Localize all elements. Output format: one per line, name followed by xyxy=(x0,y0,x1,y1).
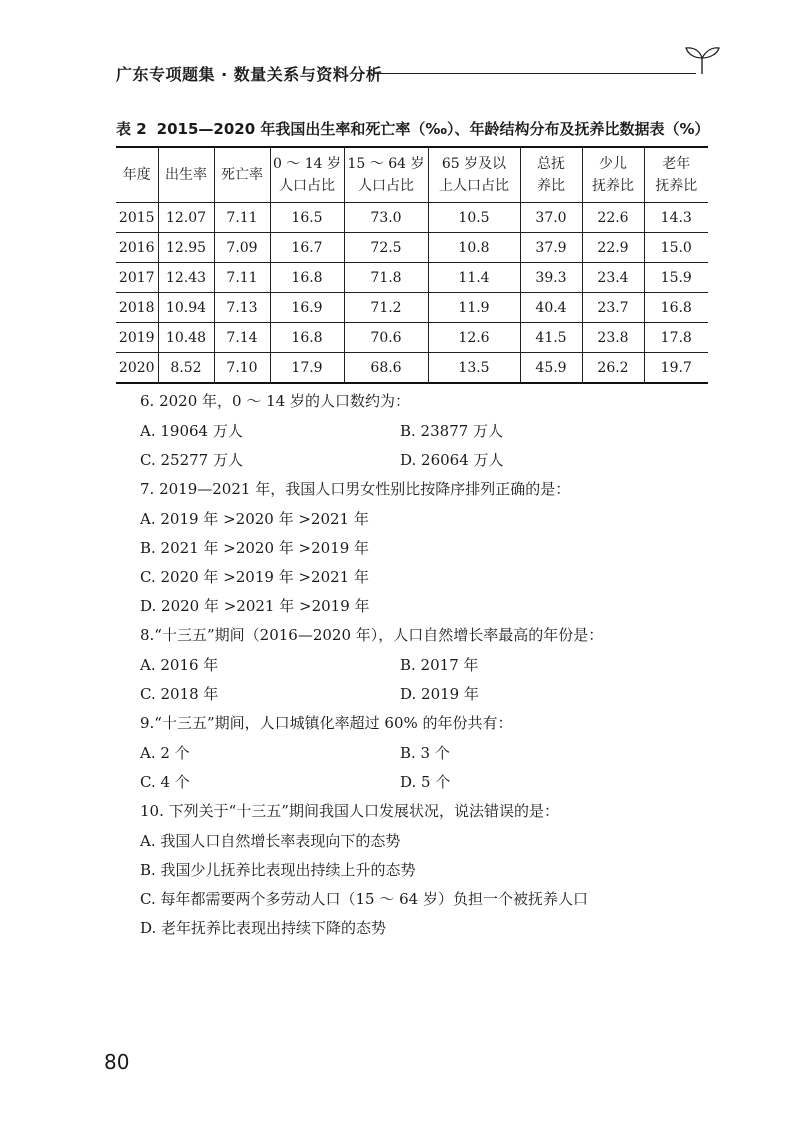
table-cell: 17.9 xyxy=(270,353,344,384)
answer-option[interactable]: C. 25277 万人 xyxy=(140,451,243,469)
table-title: 2015—2020 年我国出生率和死亡率（‰）、年龄结构分布及抚养比数据表（%） xyxy=(156,120,710,138)
answer-option[interactable]: C. 2018 年 xyxy=(140,685,219,703)
answer-option[interactable]: B. 23877 万人 xyxy=(400,422,504,440)
table-header-row xyxy=(116,147,708,203)
answer-option[interactable]: D. 2020 年 >2021 年 >2019 年 xyxy=(140,597,370,615)
year-cell: 2015 xyxy=(116,203,158,233)
page-number: 80 xyxy=(104,1050,130,1074)
table-cell: 23.8 xyxy=(582,323,644,353)
table-cell: 10.48 xyxy=(158,323,214,353)
table-cell: 13.5 xyxy=(428,353,520,384)
year-cell: 2018 xyxy=(116,293,158,323)
table-cell: 39.3 xyxy=(520,263,582,293)
column-header: 总抚 养比 xyxy=(520,147,582,203)
column-header: 少儿 抚养比 xyxy=(582,147,644,203)
answer-option[interactable]: D. 5 个 xyxy=(400,773,451,791)
table-row xyxy=(116,323,708,353)
column-header: 死亡率 xyxy=(214,147,270,203)
answer-option[interactable]: C. 4 个 xyxy=(140,773,190,791)
table-cell: 19.7 xyxy=(644,353,708,384)
table-cell: 14.3 xyxy=(644,203,708,233)
table-cell: 15.9 xyxy=(644,263,708,293)
sprout-icon xyxy=(682,38,722,78)
answer-option[interactable]: D. 26064 万人 xyxy=(400,451,504,469)
table-cell: 23.4 xyxy=(582,263,644,293)
table-cell: 37.9 xyxy=(520,233,582,263)
table-cell: 26.2 xyxy=(582,353,644,384)
table-cell: 16.5 xyxy=(270,203,344,233)
answer-option[interactable]: C. 每年都需要两个多劳动人口（15 ～ 64 岁）负担一个被抚养人口 xyxy=(140,890,588,908)
table-cell: 22.9 xyxy=(582,233,644,263)
header-rule xyxy=(374,73,696,74)
table-cell: 70.6 xyxy=(344,323,428,353)
table-cell: 68.6 xyxy=(344,353,428,384)
statistics-table xyxy=(116,146,708,384)
year-cell: 2020 xyxy=(116,353,158,384)
table-cell: 40.4 xyxy=(520,293,582,323)
table-cell: 10.94 xyxy=(158,293,214,323)
answer-option[interactable]: A. 2016 年 xyxy=(140,656,219,674)
table-cell: 16.9 xyxy=(270,293,344,323)
question-stem: 9.“十三五”期间，人口城镇化率超过 60% 的年份共有： xyxy=(140,714,513,732)
year-cell: 2017 xyxy=(116,263,158,293)
answer-option[interactable]: C. 2020 年 >2019 年 >2021 年 xyxy=(140,568,369,586)
table-cell: 12.6 xyxy=(428,323,520,353)
table-caption xyxy=(116,118,710,139)
book-title: 广东专项题集 · 数量关系与资料分析 xyxy=(116,65,383,84)
answer-option[interactable]: B. 我国少儿抚养比表现出持续上升的态势 xyxy=(140,861,416,879)
table-cell: 7.10 xyxy=(214,353,270,384)
table-row xyxy=(116,233,708,263)
column-header: 出生率 xyxy=(158,147,214,203)
question-stem: 7. 2019—2021 年，我国人口男女性别比按降序排列正确的是： xyxy=(140,480,571,498)
answer-option[interactable]: B. 3 个 xyxy=(400,744,450,762)
table-cell: 11.9 xyxy=(428,293,520,323)
column-header: 15 ～ 64 岁 人口占比 xyxy=(344,147,428,203)
table-cell: 7.11 xyxy=(214,263,270,293)
table-cell: 37.0 xyxy=(520,203,582,233)
column-header: 0 ～ 14 岁 人口占比 xyxy=(270,147,344,203)
table-cell: 17.8 xyxy=(644,323,708,353)
table-cell: 10.8 xyxy=(428,233,520,263)
table-row xyxy=(116,203,708,233)
column-header: 老年 抚养比 xyxy=(644,147,708,203)
table-cell: 22.6 xyxy=(582,203,644,233)
table-cell: 11.4 xyxy=(428,263,520,293)
table-cell: 45.9 xyxy=(520,353,582,384)
table-cell: 23.7 xyxy=(582,293,644,323)
table-cell: 16.8 xyxy=(644,293,708,323)
table-cell: 15.0 xyxy=(644,233,708,263)
table-cell: 12.43 xyxy=(158,263,214,293)
table-cell: 7.09 xyxy=(214,233,270,263)
question-stem: 10. 下列关于“十三五”期间我国人口发展状况，说法错误的是： xyxy=(140,802,559,820)
answer-option[interactable]: A. 19064 万人 xyxy=(140,422,243,440)
answer-option[interactable]: D. 老年抚养比表现出持续下降的态势 xyxy=(140,919,387,937)
table-row xyxy=(116,353,708,384)
column-header: 年度 xyxy=(116,147,158,203)
answer-option[interactable]: A. 2019 年 >2020 年 >2021 年 xyxy=(140,510,369,528)
table-label: 表 2 xyxy=(116,120,147,138)
table-row xyxy=(116,293,708,323)
answer-option[interactable]: B. 2017 年 xyxy=(400,656,479,674)
table-cell: 10.5 xyxy=(428,203,520,233)
table-cell: 7.14 xyxy=(214,323,270,353)
table-cell: 73.0 xyxy=(344,203,428,233)
table-cell: 16.8 xyxy=(270,323,344,353)
answer-option[interactable]: A. 我国人口自然增长率表现向下的态势 xyxy=(140,832,401,850)
table-cell: 71.2 xyxy=(344,293,428,323)
answer-option[interactable]: D. 2019 年 xyxy=(400,685,479,703)
table-cell: 41.5 xyxy=(520,323,582,353)
table-cell: 12.95 xyxy=(158,233,214,263)
year-cell: 2016 xyxy=(116,233,158,263)
question-stem: 8.“十三五”期间（2016—2020 年），人口自然增长率最高的年份是： xyxy=(140,626,604,644)
table-cell: 7.13 xyxy=(214,293,270,323)
table-cell: 16.7 xyxy=(270,233,344,263)
table-cell: 72.5 xyxy=(344,233,428,263)
question-stem: 6. 2020 年，0 ～ 14 岁的人口数约为： xyxy=(140,392,410,410)
answer-option[interactable]: B. 2021 年 >2020 年 >2019 年 xyxy=(140,539,370,557)
table-cell: 12.07 xyxy=(158,203,214,233)
answer-option[interactable]: A. 2 个 xyxy=(140,744,190,762)
table-cell: 16.8 xyxy=(270,263,344,293)
table-cell: 71.8 xyxy=(344,263,428,293)
running-header xyxy=(116,58,716,90)
table-cell: 7.11 xyxy=(214,203,270,233)
year-cell: 2019 xyxy=(116,323,158,353)
table-cell: 8.52 xyxy=(158,353,214,384)
column-header: 65 岁及以 上人口占比 xyxy=(428,147,520,203)
table-row xyxy=(116,263,708,293)
